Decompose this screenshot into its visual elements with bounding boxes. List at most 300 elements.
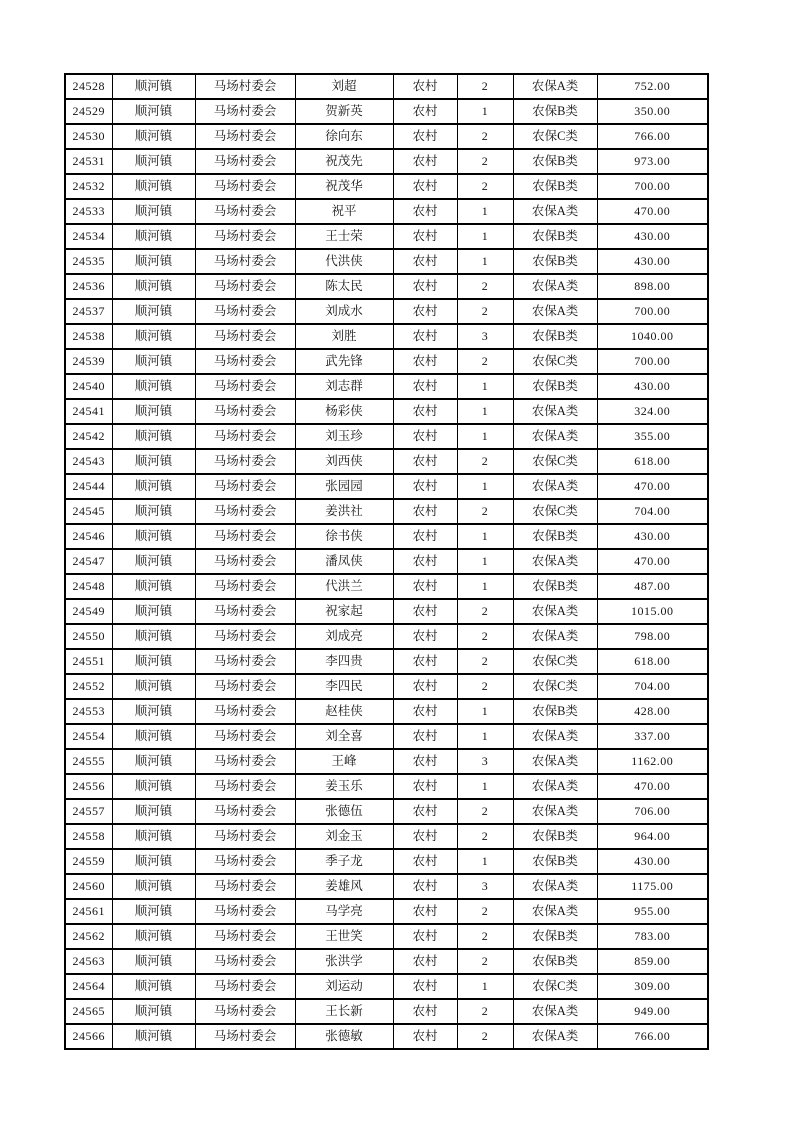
- village-committee-cell: 马场村委会: [195, 299, 295, 324]
- serial-cell: 24545: [65, 499, 112, 524]
- person-count-cell: 2: [457, 949, 513, 974]
- table-row: [65, 374, 708, 399]
- town-cell: 顺河镇: [112, 174, 195, 199]
- residence-type-cell: 农村: [393, 299, 457, 324]
- insurance-category-cell: 农保B类: [513, 174, 597, 199]
- serial-cell: 24538: [65, 324, 112, 349]
- name-cell: 刘玉珍: [295, 424, 393, 449]
- name-cell: 刘志群: [295, 374, 393, 399]
- name-cell: 陈太民: [295, 274, 393, 299]
- residence-type-cell: 农村: [393, 724, 457, 749]
- town-cell: 顺河镇: [112, 149, 195, 174]
- residence-type-cell: 农村: [393, 374, 457, 399]
- table-row: [65, 224, 708, 249]
- table-row: [65, 74, 708, 99]
- town-cell: 顺河镇: [112, 774, 195, 799]
- residence-type-cell: 农村: [393, 624, 457, 649]
- person-count-cell: 2: [457, 824, 513, 849]
- insurance-category-cell: 农保A类: [513, 399, 597, 424]
- table-row: [65, 449, 708, 474]
- insurance-category-cell: 农保C类: [513, 124, 597, 149]
- insurance-category-cell: 农保C类: [513, 349, 597, 374]
- serial-cell: 24560: [65, 874, 112, 899]
- person-count-cell: 1: [457, 199, 513, 224]
- residence-type-cell: 农村: [393, 599, 457, 624]
- insurance-category-cell: 农保A类: [513, 424, 597, 449]
- town-cell: 顺河镇: [112, 674, 195, 699]
- insurance-category-cell: 农保A类: [513, 274, 597, 299]
- serial-cell: 24552: [65, 674, 112, 699]
- person-count-cell: 2: [457, 124, 513, 149]
- village-committee-cell: 马场村委会: [195, 124, 295, 149]
- table-row: [65, 849, 708, 874]
- village-committee-cell: 马场村委会: [195, 724, 295, 749]
- person-count-cell: 2: [457, 174, 513, 199]
- amount-cell: 973.00: [597, 149, 708, 174]
- person-count-cell: 2: [457, 349, 513, 374]
- person-count-cell: 1: [457, 774, 513, 799]
- table-row: [65, 399, 708, 424]
- amount-cell: 470.00: [597, 474, 708, 499]
- table-row: [65, 799, 708, 824]
- residence-type-cell: 农村: [393, 524, 457, 549]
- insurance-category-cell: 农保A类: [513, 749, 597, 774]
- table-row: [65, 824, 708, 849]
- residence-type-cell: 农村: [393, 199, 457, 224]
- table-row: [65, 924, 708, 949]
- amount-cell: 783.00: [597, 924, 708, 949]
- table-row: [65, 99, 708, 124]
- person-count-cell: 2: [457, 674, 513, 699]
- table-row: [65, 524, 708, 549]
- town-cell: 顺河镇: [112, 324, 195, 349]
- residence-type-cell: 农村: [393, 649, 457, 674]
- amount-cell: 949.00: [597, 999, 708, 1024]
- town-cell: 顺河镇: [112, 124, 195, 149]
- person-count-cell: 1: [457, 474, 513, 499]
- village-committee-cell: 马场村委会: [195, 99, 295, 124]
- table-row: [65, 749, 708, 774]
- town-cell: 顺河镇: [112, 449, 195, 474]
- person-count-cell: 3: [457, 749, 513, 774]
- residence-type-cell: 农村: [393, 999, 457, 1024]
- person-count-cell: 2: [457, 649, 513, 674]
- insurance-category-cell: 农保B类: [513, 924, 597, 949]
- name-cell: 祝茂先: [295, 149, 393, 174]
- insurance-category-cell: 农保B类: [513, 574, 597, 599]
- amount-cell: 430.00: [597, 524, 708, 549]
- serial-cell: 24542: [65, 424, 112, 449]
- town-cell: 顺河镇: [112, 874, 195, 899]
- amount-cell: 324.00: [597, 399, 708, 424]
- table-row: [65, 974, 708, 999]
- town-cell: 顺河镇: [112, 524, 195, 549]
- serial-cell: 24531: [65, 149, 112, 174]
- person-count-cell: 1: [457, 424, 513, 449]
- village-committee-cell: 马场村委会: [195, 574, 295, 599]
- village-committee-cell: 马场村委会: [195, 224, 295, 249]
- village-committee-cell: 马场村委会: [195, 599, 295, 624]
- town-cell: 顺河镇: [112, 249, 195, 274]
- town-cell: 顺河镇: [112, 74, 195, 99]
- insurance-category-cell: 农保A类: [513, 724, 597, 749]
- amount-cell: 428.00: [597, 699, 708, 724]
- amount-cell: 1162.00: [597, 749, 708, 774]
- serial-cell: 24530: [65, 124, 112, 149]
- person-count-cell: 1: [457, 699, 513, 724]
- name-cell: 季子龙: [295, 849, 393, 874]
- town-cell: 顺河镇: [112, 924, 195, 949]
- residence-type-cell: 农村: [393, 924, 457, 949]
- serial-cell: 24554: [65, 724, 112, 749]
- table-row: [65, 724, 708, 749]
- village-committee-cell: 马场村委会: [195, 249, 295, 274]
- name-cell: 王士荣: [295, 224, 393, 249]
- name-cell: 祝茂华: [295, 174, 393, 199]
- name-cell: 刘成水: [295, 299, 393, 324]
- table-row: [65, 949, 708, 974]
- insurance-category-cell: 农保A类: [513, 299, 597, 324]
- serial-cell: 24557: [65, 799, 112, 824]
- person-count-cell: 3: [457, 324, 513, 349]
- pension-roster-table: [64, 73, 709, 1050]
- amount-cell: 700.00: [597, 299, 708, 324]
- amount-cell: 618.00: [597, 449, 708, 474]
- village-committee-cell: 马场村委会: [195, 824, 295, 849]
- village-committee-cell: 马场村委会: [195, 749, 295, 774]
- serial-cell: 24541: [65, 399, 112, 424]
- town-cell: 顺河镇: [112, 824, 195, 849]
- amount-cell: 337.00: [597, 724, 708, 749]
- residence-type-cell: 农村: [393, 1024, 457, 1049]
- residence-type-cell: 农村: [393, 699, 457, 724]
- amount-cell: 470.00: [597, 549, 708, 574]
- amount-cell: 704.00: [597, 499, 708, 524]
- person-count-cell: 2: [457, 899, 513, 924]
- insurance-category-cell: 农保B类: [513, 374, 597, 399]
- insurance-category-cell: 农保A类: [513, 74, 597, 99]
- table-row: [65, 274, 708, 299]
- residence-type-cell: 农村: [393, 899, 457, 924]
- village-committee-cell: 马场村委会: [195, 174, 295, 199]
- town-cell: 顺河镇: [112, 499, 195, 524]
- table-row: [65, 424, 708, 449]
- amount-cell: 766.00: [597, 124, 708, 149]
- name-cell: 张园园: [295, 474, 393, 499]
- amount-cell: 798.00: [597, 624, 708, 649]
- residence-type-cell: 农村: [393, 424, 457, 449]
- table-body: [65, 74, 708, 1049]
- residence-type-cell: 农村: [393, 574, 457, 599]
- serial-cell: 24540: [65, 374, 112, 399]
- table-row: [65, 999, 708, 1024]
- person-count-cell: 1: [457, 374, 513, 399]
- insurance-category-cell: 农保A类: [513, 474, 597, 499]
- table-row: [65, 174, 708, 199]
- serial-cell: 24550: [65, 624, 112, 649]
- amount-cell: 487.00: [597, 574, 708, 599]
- name-cell: 刘超: [295, 74, 393, 99]
- person-count-cell: 1: [457, 399, 513, 424]
- amount-cell: 752.00: [597, 74, 708, 99]
- amount-cell: 955.00: [597, 899, 708, 924]
- name-cell: 李四民: [295, 674, 393, 699]
- serial-cell: 24544: [65, 474, 112, 499]
- insurance-category-cell: 农保A类: [513, 1024, 597, 1049]
- residence-type-cell: 农村: [393, 224, 457, 249]
- village-committee-cell: 马场村委会: [195, 874, 295, 899]
- amount-cell: 430.00: [597, 849, 708, 874]
- residence-type-cell: 农村: [393, 849, 457, 874]
- village-committee-cell: 马场村委会: [195, 74, 295, 99]
- insurance-category-cell: 农保B类: [513, 824, 597, 849]
- amount-cell: 1015.00: [597, 599, 708, 624]
- village-committee-cell: 马场村委会: [195, 424, 295, 449]
- name-cell: 刘金玉: [295, 824, 393, 849]
- insurance-category-cell: 农保A类: [513, 799, 597, 824]
- name-cell: 刘西侠: [295, 449, 393, 474]
- residence-type-cell: 农村: [393, 449, 457, 474]
- name-cell: 王长新: [295, 999, 393, 1024]
- residence-type-cell: 农村: [393, 799, 457, 824]
- residence-type-cell: 农村: [393, 274, 457, 299]
- serial-cell: 24548: [65, 574, 112, 599]
- amount-cell: 430.00: [597, 374, 708, 399]
- name-cell: 王世笑: [295, 924, 393, 949]
- residence-type-cell: 农村: [393, 74, 457, 99]
- residence-type-cell: 农村: [393, 124, 457, 149]
- town-cell: 顺河镇: [112, 224, 195, 249]
- village-committee-cell: 马场村委会: [195, 474, 295, 499]
- residence-type-cell: 农村: [393, 399, 457, 424]
- serial-cell: 24543: [65, 449, 112, 474]
- name-cell: 张洪学: [295, 949, 393, 974]
- serial-cell: 24532: [65, 174, 112, 199]
- serial-cell: 24535: [65, 249, 112, 274]
- village-committee-cell: 马场村委会: [195, 949, 295, 974]
- insurance-category-cell: 农保B类: [513, 249, 597, 274]
- name-cell: 徐向东: [295, 124, 393, 149]
- residence-type-cell: 农村: [393, 474, 457, 499]
- name-cell: 张德伍: [295, 799, 393, 824]
- insurance-category-cell: 农保A类: [513, 874, 597, 899]
- insurance-category-cell: 农保B类: [513, 99, 597, 124]
- table-row: [65, 549, 708, 574]
- village-committee-cell: 马场村委会: [195, 899, 295, 924]
- village-committee-cell: 马场村委会: [195, 324, 295, 349]
- table-row: [65, 699, 708, 724]
- village-committee-cell: 马场村委会: [195, 699, 295, 724]
- town-cell: 顺河镇: [112, 199, 195, 224]
- name-cell: 姜玉乐: [295, 774, 393, 799]
- insurance-category-cell: 农保A类: [513, 774, 597, 799]
- person-count-cell: 1: [457, 99, 513, 124]
- amount-cell: 470.00: [597, 774, 708, 799]
- name-cell: 代洪兰: [295, 574, 393, 599]
- village-committee-cell: 马场村委会: [195, 1024, 295, 1049]
- person-count-cell: 2: [457, 1024, 513, 1049]
- town-cell: 顺河镇: [112, 299, 195, 324]
- town-cell: 顺河镇: [112, 374, 195, 399]
- name-cell: 贺新英: [295, 99, 393, 124]
- village-committee-cell: 马场村委会: [195, 349, 295, 374]
- person-count-cell: 1: [457, 549, 513, 574]
- serial-cell: 24558: [65, 824, 112, 849]
- residence-type-cell: 农村: [393, 824, 457, 849]
- town-cell: 顺河镇: [112, 699, 195, 724]
- name-cell: 李四贵: [295, 649, 393, 674]
- serial-cell: 24536: [65, 274, 112, 299]
- person-count-cell: 1: [457, 524, 513, 549]
- residence-type-cell: 农村: [393, 874, 457, 899]
- serial-cell: 24551: [65, 649, 112, 674]
- name-cell: 刘运动: [295, 974, 393, 999]
- name-cell: 王峰: [295, 749, 393, 774]
- table-row: [65, 774, 708, 799]
- name-cell: 武先锋: [295, 349, 393, 374]
- town-cell: 顺河镇: [112, 599, 195, 624]
- village-committee-cell: 马场村委会: [195, 199, 295, 224]
- village-committee-cell: 马场村委会: [195, 649, 295, 674]
- person-count-cell: 2: [457, 799, 513, 824]
- serial-cell: 24546: [65, 524, 112, 549]
- table-row: [65, 624, 708, 649]
- amount-cell: 430.00: [597, 249, 708, 274]
- table-row: [65, 499, 708, 524]
- village-committee-cell: 马场村委会: [195, 974, 295, 999]
- serial-cell: 24537: [65, 299, 112, 324]
- name-cell: 刘胜: [295, 324, 393, 349]
- amount-cell: 1175.00: [597, 874, 708, 899]
- table-row: [65, 599, 708, 624]
- town-cell: 顺河镇: [112, 274, 195, 299]
- town-cell: 顺河镇: [112, 649, 195, 674]
- name-cell: 徐书侠: [295, 524, 393, 549]
- person-count-cell: 2: [457, 499, 513, 524]
- residence-type-cell: 农村: [393, 324, 457, 349]
- insurance-category-cell: 农保B类: [513, 849, 597, 874]
- person-count-cell: 2: [457, 299, 513, 324]
- town-cell: 顺河镇: [112, 574, 195, 599]
- town-cell: 顺河镇: [112, 549, 195, 574]
- table-row: [65, 649, 708, 674]
- table-row: [65, 299, 708, 324]
- name-cell: 赵桂侠: [295, 699, 393, 724]
- name-cell: 姜雄风: [295, 874, 393, 899]
- village-committee-cell: 马场村委会: [195, 274, 295, 299]
- name-cell: 姜洪社: [295, 499, 393, 524]
- name-cell: 刘成亮: [295, 624, 393, 649]
- insurance-category-cell: 农保A类: [513, 599, 597, 624]
- town-cell: 顺河镇: [112, 349, 195, 374]
- residence-type-cell: 农村: [393, 549, 457, 574]
- town-cell: 顺河镇: [112, 624, 195, 649]
- name-cell: 杨彩侠: [295, 399, 393, 424]
- town-cell: 顺河镇: [112, 799, 195, 824]
- table-row: [65, 349, 708, 374]
- town-cell: 顺河镇: [112, 974, 195, 999]
- amount-cell: 700.00: [597, 174, 708, 199]
- amount-cell: 964.00: [597, 824, 708, 849]
- serial-cell: 24533: [65, 199, 112, 224]
- insurance-category-cell: 农保C类: [513, 674, 597, 699]
- town-cell: 顺河镇: [112, 949, 195, 974]
- table-row: [65, 474, 708, 499]
- amount-cell: 766.00: [597, 1024, 708, 1049]
- insurance-category-cell: 农保A类: [513, 549, 597, 574]
- table-row: [65, 324, 708, 349]
- insurance-category-cell: 农保B类: [513, 224, 597, 249]
- serial-cell: 24547: [65, 549, 112, 574]
- amount-cell: 1040.00: [597, 324, 708, 349]
- village-committee-cell: 马场村委会: [195, 449, 295, 474]
- serial-cell: 24539: [65, 349, 112, 374]
- village-committee-cell: 马场村委会: [195, 849, 295, 874]
- table-row: [65, 1024, 708, 1049]
- table-row: [65, 674, 708, 699]
- amount-cell: 704.00: [597, 674, 708, 699]
- amount-cell: 309.00: [597, 974, 708, 999]
- residence-type-cell: 农村: [393, 349, 457, 374]
- person-count-cell: 1: [457, 574, 513, 599]
- amount-cell: 898.00: [597, 274, 708, 299]
- person-count-cell: 2: [457, 624, 513, 649]
- serial-cell: 24534: [65, 224, 112, 249]
- person-count-cell: 2: [457, 599, 513, 624]
- town-cell: 顺河镇: [112, 849, 195, 874]
- person-count-cell: 2: [457, 999, 513, 1024]
- insurance-category-cell: 农保A类: [513, 199, 597, 224]
- insurance-category-cell: 农保A类: [513, 999, 597, 1024]
- insurance-category-cell: 农保B类: [513, 699, 597, 724]
- insurance-category-cell: 农保B类: [513, 524, 597, 549]
- serial-cell: 24528: [65, 74, 112, 99]
- village-committee-cell: 马场村委会: [195, 149, 295, 174]
- serial-cell: 24563: [65, 949, 112, 974]
- person-count-cell: 2: [457, 924, 513, 949]
- residence-type-cell: 农村: [393, 99, 457, 124]
- person-count-cell: 1: [457, 249, 513, 274]
- table-row: [65, 249, 708, 274]
- residence-type-cell: 农村: [393, 249, 457, 274]
- person-count-cell: 2: [457, 449, 513, 474]
- serial-cell: 24561: [65, 899, 112, 924]
- table-row: [65, 574, 708, 599]
- village-committee-cell: 马场村委会: [195, 624, 295, 649]
- residence-type-cell: 农村: [393, 499, 457, 524]
- insurance-category-cell: 农保B类: [513, 149, 597, 174]
- name-cell: 张德敏: [295, 1024, 393, 1049]
- table-row: [65, 874, 708, 899]
- village-committee-cell: 马场村委会: [195, 549, 295, 574]
- insurance-category-cell: 农保B类: [513, 324, 597, 349]
- residence-type-cell: 农村: [393, 949, 457, 974]
- name-cell: 马学亮: [295, 899, 393, 924]
- village-committee-cell: 马场村委会: [195, 774, 295, 799]
- amount-cell: 430.00: [597, 224, 708, 249]
- name-cell: 刘全喜: [295, 724, 393, 749]
- name-cell: 祝平: [295, 199, 393, 224]
- amount-cell: 350.00: [597, 99, 708, 124]
- person-count-cell: 1: [457, 724, 513, 749]
- serial-cell: 24559: [65, 849, 112, 874]
- residence-type-cell: 农村: [393, 149, 457, 174]
- insurance-category-cell: 农保C类: [513, 449, 597, 474]
- village-committee-cell: 马场村委会: [195, 799, 295, 824]
- town-cell: 顺河镇: [112, 399, 195, 424]
- village-committee-cell: 马场村委会: [195, 524, 295, 549]
- amount-cell: 470.00: [597, 199, 708, 224]
